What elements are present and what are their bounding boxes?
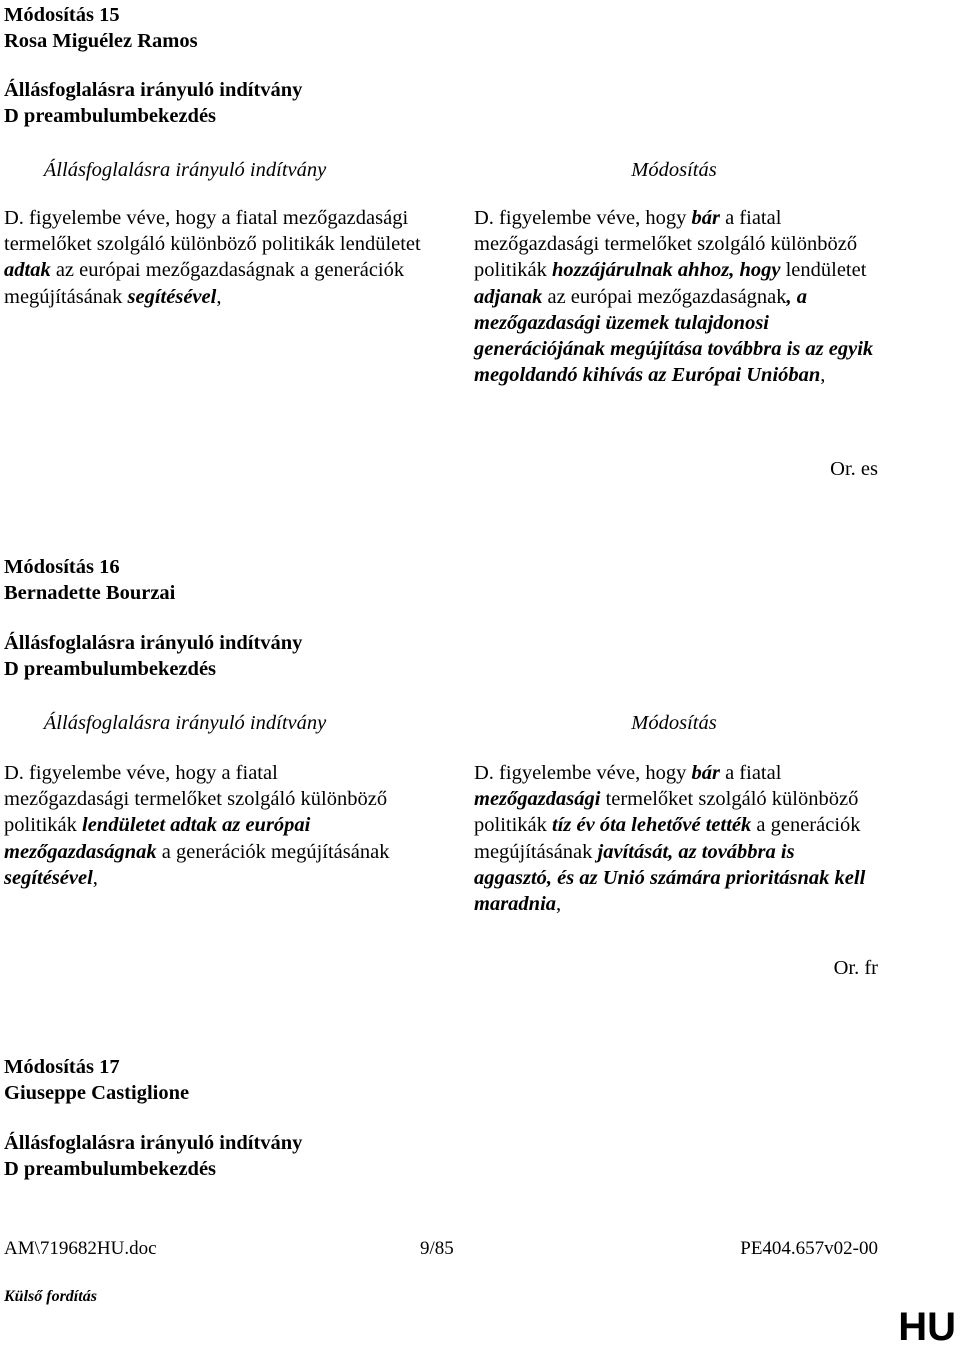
footer-pe-reference: PE404.657v02-00 [740, 1238, 878, 1259]
footer-external-translation: Külső fordítás [4, 1288, 97, 1305]
text-segment: a generációk megújításának [474, 814, 861, 863]
changed-text-segment: javítását, az továbbra is aggasztó, és az Unió számára prioritásnak kell maradnia [474, 840, 866, 916]
amendment-16-left-header: Állásfoglalásra irányuló indítvány [43, 712, 327, 734]
amendment-15-original-language: Or. es [830, 458, 878, 480]
changed-text-segment: bár [691, 207, 720, 229]
text-segment: , [820, 364, 826, 387]
text-segment: D. figyelembe véve, hogy [474, 207, 692, 229]
changed-text-segment: segítésével [4, 866, 93, 889]
text-segment: a fiatal [719, 762, 782, 784]
amendment-16-original-text [4, 760, 394, 891]
amendment-15-right-header: Módosítás [631, 159, 717, 181]
changed-text-segment: mezőgazdasági [474, 788, 601, 811]
text-segment: az európai mezőgazdaságnak a generációk megújításának [4, 259, 405, 308]
amendment-15-title: Módosítás 15 [4, 4, 120, 26]
amendment-15-original-text [4, 205, 424, 310]
text-segment: D. figyelembe véve, hogy a fiatal mezőgazdasági termelőket szolgáló különböző politikák lendületet [4, 207, 421, 256]
text-segment: az európai mezőgazdaságnak [542, 285, 787, 308]
text-segment: a fiatal mezőgazdasági termelőket szolgáló különböző politikák [474, 207, 858, 282]
changed-text-segment: , a mezőgazdasági üzemek tulajdonosi generációjának megújítása továbbra is az egyik megoldandó kihívás az Európai Unióban [474, 285, 874, 387]
footer-doc-reference: AM\719682HU.doc [4, 1238, 157, 1259]
amendment-16-right-header: Módosítás [631, 712, 717, 734]
amendment-16-section: D preambulumbekezdés [4, 658, 217, 680]
amendment-17-doc-type: Állásfoglalásra irányuló indítvány [4, 1132, 303, 1154]
changed-text-segment: segítésével [127, 285, 217, 308]
amendment-15-left-header: Állásfoglalásra irányuló indítvány [43, 159, 327, 181]
text-segment: a generációk megújításának [156, 840, 390, 863]
text-segment: termelőket szolgáló különböző politikák [474, 788, 859, 837]
amendment-15-section: D preambulumbekezdés [4, 105, 217, 127]
text-segment: , [556, 893, 562, 916]
changed-text-segment: adjanak [474, 285, 543, 308]
changed-text-segment: lendületet adtak az európai mezőgazdaságnak [4, 814, 311, 863]
amendment-16-doc-type: Állásfoglalásra irányuló indítvány [4, 632, 303, 654]
amendment-15-author: Rosa Miguélez Ramos [4, 30, 198, 52]
text-segment: , [92, 866, 98, 889]
amendment-17-section: D preambulumbekezdés [4, 1158, 217, 1180]
amendment-16-title: Módosítás 16 [4, 556, 120, 578]
amendment-17-title: Módosítás 17 [4, 1056, 120, 1078]
changed-text-segment: adtak [4, 259, 51, 282]
amendment-15-amended-text [474, 205, 874, 388]
amendment-17-author: Giuseppe Castiglione [4, 1082, 190, 1104]
text-segment: lendületet [780, 259, 867, 282]
changed-text-segment: tíz év óta lehetővé tették [552, 814, 752, 837]
amendment-16-original-language: Or. fr [833, 957, 878, 979]
changed-text-segment: hozzájárulnak ahhoz, hogy [552, 259, 781, 282]
amendment-16-author: Bernadette Bourzai [4, 582, 176, 604]
text-segment: D. figyelembe véve, hogy [474, 762, 692, 784]
amendment-16-amended-text [474, 760, 874, 917]
footer-page-number: 9/85 [420, 1238, 454, 1259]
amendment-15-doc-type: Állásfoglalásra irányuló indítvány [4, 79, 303, 101]
changed-text-segment: bár [691, 762, 720, 784]
footer-language-code: HU [898, 1305, 956, 1349]
text-segment: , [216, 285, 222, 308]
text-segment: D. figyelembe véve, hogy a fiatal mezőgazdasági termelőket szolgáló különböző politikák [4, 762, 388, 837]
